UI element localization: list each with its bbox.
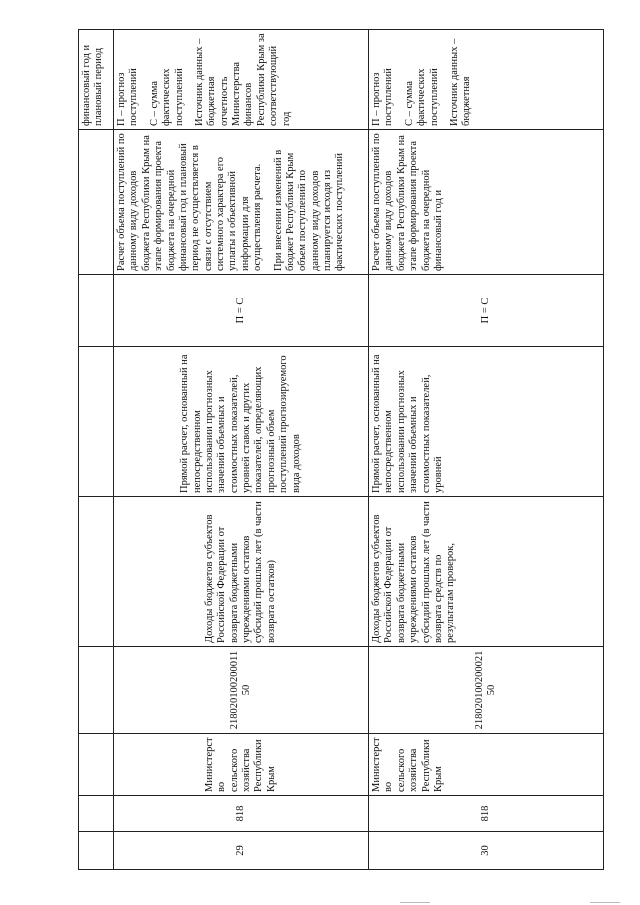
indicator-c: С – сумма фактических поступлений: [403, 68, 440, 126]
calculation-method: Прямой расчет, основанный на непосредственном использовании прогнозных значений объемных и стоимостных показателей, уровней ставок и других показателей, определяющих прогнозный объем поступлений прогнозируемого вида доходов: [114, 347, 369, 497]
indicator-p: П – прогноз поступлений: [371, 68, 395, 126]
algorithm-paragraph: Расчет объема поступлений по данному виду доходов бюджета Республики Крым на этапе формирования проекта бюджета на очередной финансовый год и плановый период не осуществляется в связи с отсутствием системного характера его уплаты и объективной информации для осуществления расчета.: [116, 133, 264, 271]
continuation-header-row: [79, 30, 114, 870]
indicator-source: Источник данных – бюджетная: [448, 38, 473, 126]
rotated-table-page: [78, 30, 623, 870]
income-name: Доходы бюджетов субъектов Российской Федерации от возврата бюджетными учреждениями остатков субсидий прошлых лет (в части возврата средств по результатам проверок,: [369, 497, 604, 647]
income-forecast-table: [78, 29, 604, 870]
row-number: 30: [369, 832, 604, 870]
scan-mark: [590, 902, 620, 903]
admin-name: Министерство сельского хозяйства Республики Крым: [114, 734, 369, 796]
indicator-p: П – прогноз поступлений: [116, 68, 140, 126]
indicators: [114, 30, 369, 130]
income-name: Доходы бюджетов субъектов Российской Федерации от возврата бюджетными учреждениями остатков субсидий прошлых лет (в части возврата остатков): [114, 497, 369, 647]
admin-name: Министерство сельского хозяйства Республики Крым: [369, 734, 604, 796]
algorithm-paragraph: При внесении изменений в бюджет Республики Крым объем поступлений по данному виду доходов планируется исходя из фактических поступлений: [272, 149, 346, 271]
calculation-method: Прямой расчет, основанный на непосредственном использовании прогнозных значений объемных и стоимостных показателей, уровней: [369, 347, 604, 497]
row-number: 29: [114, 832, 369, 870]
kbk-code: 21802010020001150: [114, 647, 369, 734]
admin-code: 818: [369, 796, 604, 832]
indicator-c: С – сумма фактических поступлений: [148, 68, 185, 126]
indicator-source: Источник данных – бюджетная отчетность Министерства финансов Республики Крым за соответствующий год: [193, 33, 292, 126]
period-cell: финансовый год и плановый период: [79, 30, 114, 130]
algorithm: [369, 130, 604, 275]
kbk-code: 21802010020002150: [369, 647, 604, 734]
indicators: [369, 30, 604, 130]
algorithm: [114, 130, 369, 275]
table-row: [369, 30, 604, 870]
table-row: [114, 30, 369, 870]
scan-mark: [400, 902, 430, 903]
formula: П = С: [369, 275, 604, 347]
formula: П = С: [114, 275, 369, 347]
admin-code: 818: [114, 796, 369, 832]
algorithm-paragraph: Расчет объема поступлений по данному виду доходов бюджета Республики Крым на этапе формирования проекта бюджета на очередной финансовый год и: [371, 133, 444, 271]
